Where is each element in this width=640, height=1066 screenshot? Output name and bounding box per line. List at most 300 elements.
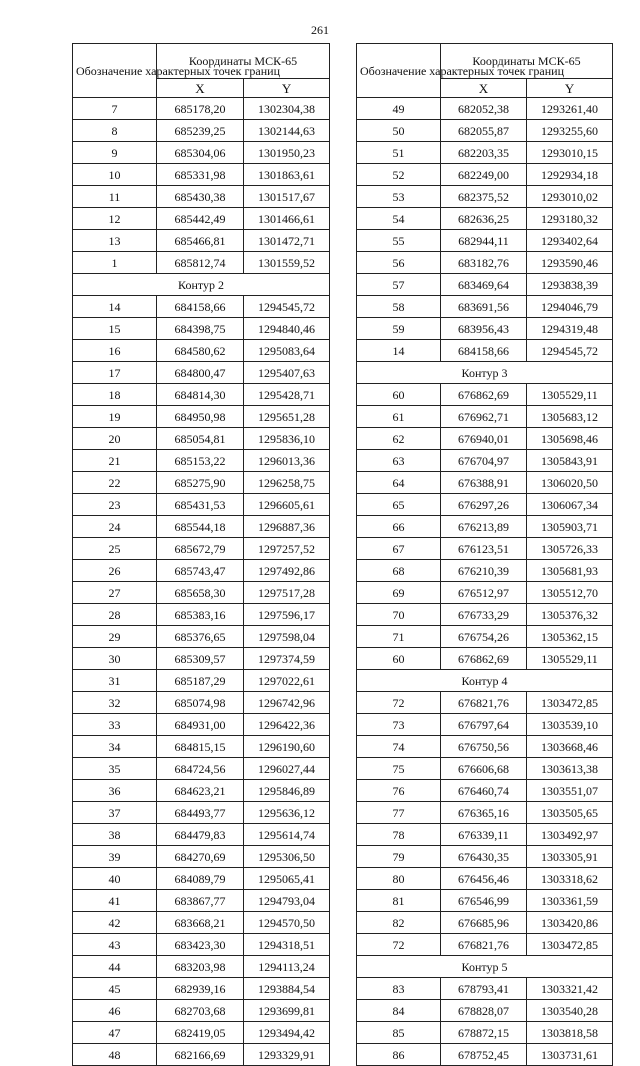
y-coordinate-cell: 1294046,79 xyxy=(527,296,613,318)
table-row xyxy=(357,208,613,230)
y-coordinate-cell: 1293494,42 xyxy=(244,1022,330,1044)
y-coordinate-cell: 1293838,39 xyxy=(527,274,613,296)
table-row xyxy=(357,384,613,406)
x-coordinate-cell: 685376,65 xyxy=(157,626,244,648)
point-number-cell: 47 xyxy=(73,1022,157,1044)
point-number-cell: 76 xyxy=(357,780,441,802)
x-coordinate-cell: 676750,56 xyxy=(441,736,527,758)
y-column-header: Y xyxy=(527,79,613,98)
point-number-cell: 36 xyxy=(73,780,157,802)
point-number-cell: 34 xyxy=(73,736,157,758)
y-coordinate-cell: 1301517,67 xyxy=(244,186,330,208)
table-row xyxy=(73,648,330,670)
point-number-cell: 39 xyxy=(73,846,157,868)
point-number-cell: 37 xyxy=(73,802,157,824)
coordinates-table-right xyxy=(356,43,613,1066)
point-number-cell: 22 xyxy=(73,472,157,494)
point-number-cell: 70 xyxy=(357,604,441,626)
table-row xyxy=(357,978,613,1000)
x-coordinate-cell: 676940,01 xyxy=(441,428,527,450)
x-coordinate-cell: 676297,26 xyxy=(441,494,527,516)
x-coordinate-cell: 682052,38 xyxy=(441,98,527,120)
y-coordinate-cell: 1303472,85 xyxy=(527,934,613,956)
x-coordinate-cell: 685153,22 xyxy=(157,450,244,472)
y-coordinate-cell: 1294545,72 xyxy=(527,340,613,362)
point-number-cell: 28 xyxy=(73,604,157,626)
point-number-cell: 55 xyxy=(357,230,441,252)
table-row xyxy=(73,340,330,362)
table-body xyxy=(357,98,613,1066)
y-coordinate-cell: 1296742,96 xyxy=(244,692,330,714)
x-coordinate-cell: 684270,69 xyxy=(157,846,244,868)
point-number-cell: 50 xyxy=(357,120,441,142)
x-coordinate-cell: 685304,06 xyxy=(157,142,244,164)
y-coordinate-cell: 1303420,86 xyxy=(527,912,613,934)
point-number-cell: 72 xyxy=(357,934,441,956)
point-number-cell: 7 xyxy=(73,98,157,120)
point-number-cell: 48 xyxy=(73,1044,157,1066)
point-number-cell: 38 xyxy=(73,824,157,846)
contour-row xyxy=(357,362,613,384)
y-coordinate-cell: 1297517,28 xyxy=(244,582,330,604)
table-row xyxy=(357,516,613,538)
table-row xyxy=(357,340,613,362)
table-row xyxy=(73,868,330,890)
x-coordinate-cell: 685743,47 xyxy=(157,560,244,582)
y-coordinate-cell: 1295065,41 xyxy=(244,868,330,890)
y-coordinate-cell: 1296013,36 xyxy=(244,450,330,472)
x-coordinate-cell: 685431,53 xyxy=(157,494,244,516)
y-coordinate-cell: 1302304,38 xyxy=(244,98,330,120)
y-coordinate-cell: 1296258,75 xyxy=(244,472,330,494)
table-row xyxy=(73,670,330,692)
point-number-cell: 85 xyxy=(357,1022,441,1044)
table-row xyxy=(73,384,330,406)
table-row xyxy=(357,252,613,274)
table-row xyxy=(73,494,330,516)
x-coordinate-cell: 685430,38 xyxy=(157,186,244,208)
y-coordinate-cell: 1296605,61 xyxy=(244,494,330,516)
x-coordinate-cell: 676460,74 xyxy=(441,780,527,802)
point-number-cell: 63 xyxy=(357,450,441,472)
y-coordinate-cell: 1297374,59 xyxy=(244,648,330,670)
table-row xyxy=(73,296,330,318)
y-coordinate-cell: 1296027,44 xyxy=(244,758,330,780)
point-number-cell: 51 xyxy=(357,142,441,164)
x-coordinate-cell: 685812,74 xyxy=(157,252,244,274)
point-number-cell: 72 xyxy=(357,692,441,714)
table-row xyxy=(357,626,613,648)
x-coordinate-cell: 676546,99 xyxy=(441,890,527,912)
table-row xyxy=(357,582,613,604)
y-coordinate-cell: 1302144,63 xyxy=(244,120,330,142)
point-number-cell: 82 xyxy=(357,912,441,934)
coordinates-header: Координаты МСК-65 xyxy=(441,44,613,79)
x-coordinate-cell: 685187,29 xyxy=(157,670,244,692)
table-row xyxy=(357,120,613,142)
y-coordinate-cell: 1303492,97 xyxy=(527,824,613,846)
y-coordinate-cell: 1293010,02 xyxy=(527,186,613,208)
y-coordinate-cell: 1292934,18 xyxy=(527,164,613,186)
table-row xyxy=(357,450,613,472)
table-row xyxy=(357,428,613,450)
y-coordinate-cell: 1301472,71 xyxy=(244,230,330,252)
table-row xyxy=(73,1000,330,1022)
y-coordinate-cell: 1293261,40 xyxy=(527,98,613,120)
table-row xyxy=(73,1044,330,1066)
point-number-cell: 83 xyxy=(357,978,441,1000)
x-coordinate-cell: 682636,25 xyxy=(441,208,527,230)
table-row xyxy=(73,318,330,340)
x-coordinate-cell: 685178,20 xyxy=(157,98,244,120)
y-coordinate-cell: 1305843,91 xyxy=(527,450,613,472)
x-coordinate-cell: 678752,45 xyxy=(441,1044,527,1066)
x-coordinate-cell: 678872,15 xyxy=(441,1022,527,1044)
table-row xyxy=(357,186,613,208)
x-coordinate-cell: 684158,66 xyxy=(157,296,244,318)
point-number-cell: 79 xyxy=(357,846,441,868)
table-row xyxy=(73,142,330,164)
y-coordinate-cell: 1303540,28 xyxy=(527,1000,613,1022)
y-coordinate-cell: 1295636,12 xyxy=(244,802,330,824)
x-coordinate-cell: 683423,30 xyxy=(157,934,244,956)
y-coordinate-cell: 1305512,70 xyxy=(527,582,613,604)
x-coordinate-cell: 683691,56 xyxy=(441,296,527,318)
point-number-cell: 78 xyxy=(357,824,441,846)
point-number-cell: 9 xyxy=(73,142,157,164)
point-number-cell: 40 xyxy=(73,868,157,890)
table-row xyxy=(73,164,330,186)
table-row xyxy=(73,956,330,978)
point-number-cell: 73 xyxy=(357,714,441,736)
point-number-cell: 53 xyxy=(357,186,441,208)
table-row xyxy=(357,846,613,868)
x-coordinate-cell: 676430,35 xyxy=(441,846,527,868)
y-coordinate-cell: 1301466,61 xyxy=(244,208,330,230)
table-row xyxy=(73,736,330,758)
y-coordinate-cell: 1296887,36 xyxy=(244,516,330,538)
x-coordinate-cell: 676704,97 xyxy=(441,450,527,472)
y-coordinate-cell: 1294318,51 xyxy=(244,934,330,956)
point-designation-header: Обозначение характерных точек границ xyxy=(73,44,157,98)
table-row xyxy=(357,318,613,340)
table-row xyxy=(73,428,330,450)
x-coordinate-cell: 676365,16 xyxy=(441,802,527,824)
table-row xyxy=(73,626,330,648)
point-number-cell: 54 xyxy=(357,208,441,230)
x-coordinate-cell: 683469,64 xyxy=(441,274,527,296)
point-number-cell: 81 xyxy=(357,890,441,912)
x-coordinate-cell: 676962,71 xyxy=(441,406,527,428)
point-number-cell: 80 xyxy=(357,868,441,890)
y-coordinate-cell: 1305376,32 xyxy=(527,604,613,626)
x-coordinate-cell: 678793,41 xyxy=(441,978,527,1000)
point-number-cell: 49 xyxy=(357,98,441,120)
point-number-cell: 17 xyxy=(73,362,157,384)
x-coordinate-cell: 676339,11 xyxy=(441,824,527,846)
x-column-header: X xyxy=(157,79,244,98)
table-row xyxy=(73,208,330,230)
x-coordinate-cell: 682203,35 xyxy=(441,142,527,164)
y-coordinate-cell: 1303361,59 xyxy=(527,890,613,912)
y-coordinate-cell: 1297598,04 xyxy=(244,626,330,648)
point-number-cell: 74 xyxy=(357,736,441,758)
point-number-cell: 42 xyxy=(73,912,157,934)
point-number-cell: 20 xyxy=(73,428,157,450)
point-number-cell: 44 xyxy=(73,956,157,978)
x-coordinate-cell: 682166,69 xyxy=(157,1044,244,1066)
coordinates-table-left xyxy=(72,43,330,1066)
y-coordinate-cell: 1303539,10 xyxy=(527,714,613,736)
table-row xyxy=(357,560,613,582)
table-row xyxy=(357,802,613,824)
y-coordinate-cell: 1303318,62 xyxy=(527,868,613,890)
y-coordinate-cell: 1305529,11 xyxy=(527,384,613,406)
x-coordinate-cell: 685672,79 xyxy=(157,538,244,560)
y-coordinate-cell: 1297257,52 xyxy=(244,538,330,560)
x-coordinate-cell: 676754,26 xyxy=(441,626,527,648)
x-coordinate-cell: 676797,64 xyxy=(441,714,527,736)
x-coordinate-cell: 684950,98 xyxy=(157,406,244,428)
point-number-cell: 58 xyxy=(357,296,441,318)
point-number-cell: 46 xyxy=(73,1000,157,1022)
y-coordinate-cell: 1305681,93 xyxy=(527,560,613,582)
point-number-cell: 52 xyxy=(357,164,441,186)
page-number: 261 xyxy=(311,23,329,37)
y-coordinate-cell: 1295083,64 xyxy=(244,340,330,362)
y-coordinate-cell: 1295306,50 xyxy=(244,846,330,868)
point-number-cell: 12 xyxy=(73,208,157,230)
point-number-cell: 26 xyxy=(73,560,157,582)
table-row xyxy=(357,824,613,846)
point-number-cell: 14 xyxy=(357,340,441,362)
x-coordinate-cell: 676821,76 xyxy=(441,692,527,714)
table-row xyxy=(73,450,330,472)
y-coordinate-cell: 1295836,10 xyxy=(244,428,330,450)
table-row xyxy=(357,142,613,164)
x-coordinate-cell: 682249,00 xyxy=(441,164,527,186)
x-coordinate-cell: 676213,89 xyxy=(441,516,527,538)
contour-row xyxy=(357,956,613,978)
table-row xyxy=(73,406,330,428)
x-coordinate-cell: 682055,87 xyxy=(441,120,527,142)
x-coordinate-cell: 685383,16 xyxy=(157,604,244,626)
x-coordinate-cell: 682375,52 xyxy=(441,186,527,208)
x-coordinate-cell: 684158,66 xyxy=(441,340,527,362)
point-number-cell: 25 xyxy=(73,538,157,560)
table-row xyxy=(357,648,613,670)
table-row xyxy=(357,780,613,802)
y-coordinate-cell: 1303321,42 xyxy=(527,978,613,1000)
point-number-cell: 33 xyxy=(73,714,157,736)
contour-label: Контур 2 xyxy=(73,274,330,296)
y-coordinate-cell: 1306067,34 xyxy=(527,494,613,516)
point-number-cell: 32 xyxy=(73,692,157,714)
y-coordinate-cell: 1293590,46 xyxy=(527,252,613,274)
coordinates-header: Координаты МСК-65 xyxy=(157,44,330,79)
point-number-cell: 21 xyxy=(73,450,157,472)
table-row xyxy=(357,538,613,560)
y-coordinate-cell: 1297022,61 xyxy=(244,670,330,692)
table-row xyxy=(357,934,613,956)
y-coordinate-cell: 1305726,33 xyxy=(527,538,613,560)
x-coordinate-cell: 684089,79 xyxy=(157,868,244,890)
x-coordinate-cell: 684479,83 xyxy=(157,824,244,846)
point-number-cell: 57 xyxy=(357,274,441,296)
table-row xyxy=(73,824,330,846)
y-coordinate-cell: 1295846,89 xyxy=(244,780,330,802)
table-row xyxy=(357,296,613,318)
x-coordinate-cell: 676456,46 xyxy=(441,868,527,890)
x-coordinate-cell: 685239,25 xyxy=(157,120,244,142)
point-number-cell: 19 xyxy=(73,406,157,428)
contour-row xyxy=(73,274,330,296)
x-coordinate-cell: 684724,56 xyxy=(157,758,244,780)
table-row xyxy=(73,230,330,252)
point-designation-header: Обозначение характерных точек границ xyxy=(357,44,441,98)
y-coordinate-cell: 1296190,60 xyxy=(244,736,330,758)
point-number-cell: 67 xyxy=(357,538,441,560)
y-coordinate-cell: 1293884,54 xyxy=(244,978,330,1000)
y-coordinate-cell: 1305903,71 xyxy=(527,516,613,538)
table-row xyxy=(357,1000,613,1022)
contour-label: Контур 5 xyxy=(357,956,613,978)
point-number-cell: 1 xyxy=(73,252,157,274)
table-header xyxy=(73,44,330,98)
y-coordinate-cell: 1295651,28 xyxy=(244,406,330,428)
x-coordinate-cell: 683668,21 xyxy=(157,912,244,934)
x-coordinate-cell: 685466,81 xyxy=(157,230,244,252)
y-coordinate-cell: 1294570,50 xyxy=(244,912,330,934)
y-coordinate-cell: 1294793,04 xyxy=(244,890,330,912)
table-row xyxy=(73,780,330,802)
x-coordinate-cell: 676123,51 xyxy=(441,538,527,560)
point-number-cell: 23 xyxy=(73,494,157,516)
table-row xyxy=(73,758,330,780)
point-number-cell: 64 xyxy=(357,472,441,494)
x-coordinate-cell: 676606,68 xyxy=(441,758,527,780)
point-number-cell: 62 xyxy=(357,428,441,450)
point-number-cell: 60 xyxy=(357,384,441,406)
table-row xyxy=(73,362,330,384)
point-number-cell: 43 xyxy=(73,934,157,956)
x-coordinate-cell: 676862,69 xyxy=(441,648,527,670)
y-column-header: Y xyxy=(244,79,330,98)
table-row xyxy=(73,692,330,714)
table-row xyxy=(73,538,330,560)
point-number-cell: 13 xyxy=(73,230,157,252)
x-coordinate-cell: 683182,76 xyxy=(441,252,527,274)
table-row xyxy=(357,406,613,428)
table-row xyxy=(73,802,330,824)
y-coordinate-cell: 1297596,17 xyxy=(244,604,330,626)
point-number-cell: 66 xyxy=(357,516,441,538)
x-coordinate-cell: 676685,96 xyxy=(441,912,527,934)
point-number-cell: 10 xyxy=(73,164,157,186)
point-number-cell: 29 xyxy=(73,626,157,648)
contour-row xyxy=(357,670,613,692)
x-coordinate-cell: 684623,21 xyxy=(157,780,244,802)
y-coordinate-cell: 1303505,65 xyxy=(527,802,613,824)
point-number-cell: 77 xyxy=(357,802,441,824)
y-coordinate-cell: 1306020,50 xyxy=(527,472,613,494)
table-row xyxy=(73,934,330,956)
table-row xyxy=(357,274,613,296)
y-coordinate-cell: 1305698,46 xyxy=(527,428,613,450)
point-number-cell: 60 xyxy=(357,648,441,670)
y-coordinate-cell: 1293699,81 xyxy=(244,1000,330,1022)
x-coordinate-cell: 685331,98 xyxy=(157,164,244,186)
x-coordinate-cell: 683956,43 xyxy=(441,318,527,340)
y-coordinate-cell: 1295407,63 xyxy=(244,362,330,384)
x-coordinate-cell: 685074,98 xyxy=(157,692,244,714)
y-coordinate-cell: 1294840,46 xyxy=(244,318,330,340)
x-column-header: X xyxy=(441,79,527,98)
table-row xyxy=(357,890,613,912)
table-row xyxy=(357,472,613,494)
point-number-cell: 14 xyxy=(73,296,157,318)
y-coordinate-cell: 1301559,52 xyxy=(244,252,330,274)
point-number-cell: 71 xyxy=(357,626,441,648)
y-coordinate-cell: 1293329,91 xyxy=(244,1044,330,1066)
table-row xyxy=(73,186,330,208)
y-coordinate-cell: 1297492,86 xyxy=(244,560,330,582)
y-coordinate-cell: 1294319,48 xyxy=(527,318,613,340)
y-coordinate-cell: 1303613,38 xyxy=(527,758,613,780)
point-number-cell: 11 xyxy=(73,186,157,208)
table-row xyxy=(73,604,330,626)
point-number-cell: 61 xyxy=(357,406,441,428)
contour-label: Контур 4 xyxy=(357,670,613,692)
x-coordinate-cell: 685544,18 xyxy=(157,516,244,538)
table-row xyxy=(73,714,330,736)
y-coordinate-cell: 1305362,15 xyxy=(527,626,613,648)
y-coordinate-cell: 1303305,91 xyxy=(527,846,613,868)
point-number-cell: 16 xyxy=(73,340,157,362)
point-number-cell: 86 xyxy=(357,1044,441,1066)
table-row xyxy=(73,98,330,120)
table-row xyxy=(73,252,330,274)
point-number-cell: 84 xyxy=(357,1000,441,1022)
contour-label: Контур 3 xyxy=(357,362,613,384)
table-row xyxy=(73,912,330,934)
y-coordinate-cell: 1303551,07 xyxy=(527,780,613,802)
table-row xyxy=(357,98,613,120)
y-coordinate-cell: 1305683,12 xyxy=(527,406,613,428)
x-coordinate-cell: 682939,16 xyxy=(157,978,244,1000)
table-header xyxy=(357,44,613,98)
x-coordinate-cell: 683867,77 xyxy=(157,890,244,912)
table-row xyxy=(357,736,613,758)
table-row xyxy=(357,1044,613,1066)
point-number-cell: 69 xyxy=(357,582,441,604)
table-row xyxy=(357,604,613,626)
x-coordinate-cell: 684493,77 xyxy=(157,802,244,824)
y-coordinate-cell: 1293255,60 xyxy=(527,120,613,142)
x-coordinate-cell: 682944,11 xyxy=(441,230,527,252)
x-coordinate-cell: 684800,47 xyxy=(157,362,244,384)
x-coordinate-cell: 685054,81 xyxy=(157,428,244,450)
x-coordinate-cell: 684398,75 xyxy=(157,318,244,340)
x-coordinate-cell: 676512,97 xyxy=(441,582,527,604)
y-coordinate-cell: 1301863,61 xyxy=(244,164,330,186)
table-row xyxy=(73,846,330,868)
y-coordinate-cell: 1293010,15 xyxy=(527,142,613,164)
table-body xyxy=(73,98,330,1066)
table-row xyxy=(357,758,613,780)
y-coordinate-cell: 1293402,64 xyxy=(527,230,613,252)
point-number-cell: 35 xyxy=(73,758,157,780)
